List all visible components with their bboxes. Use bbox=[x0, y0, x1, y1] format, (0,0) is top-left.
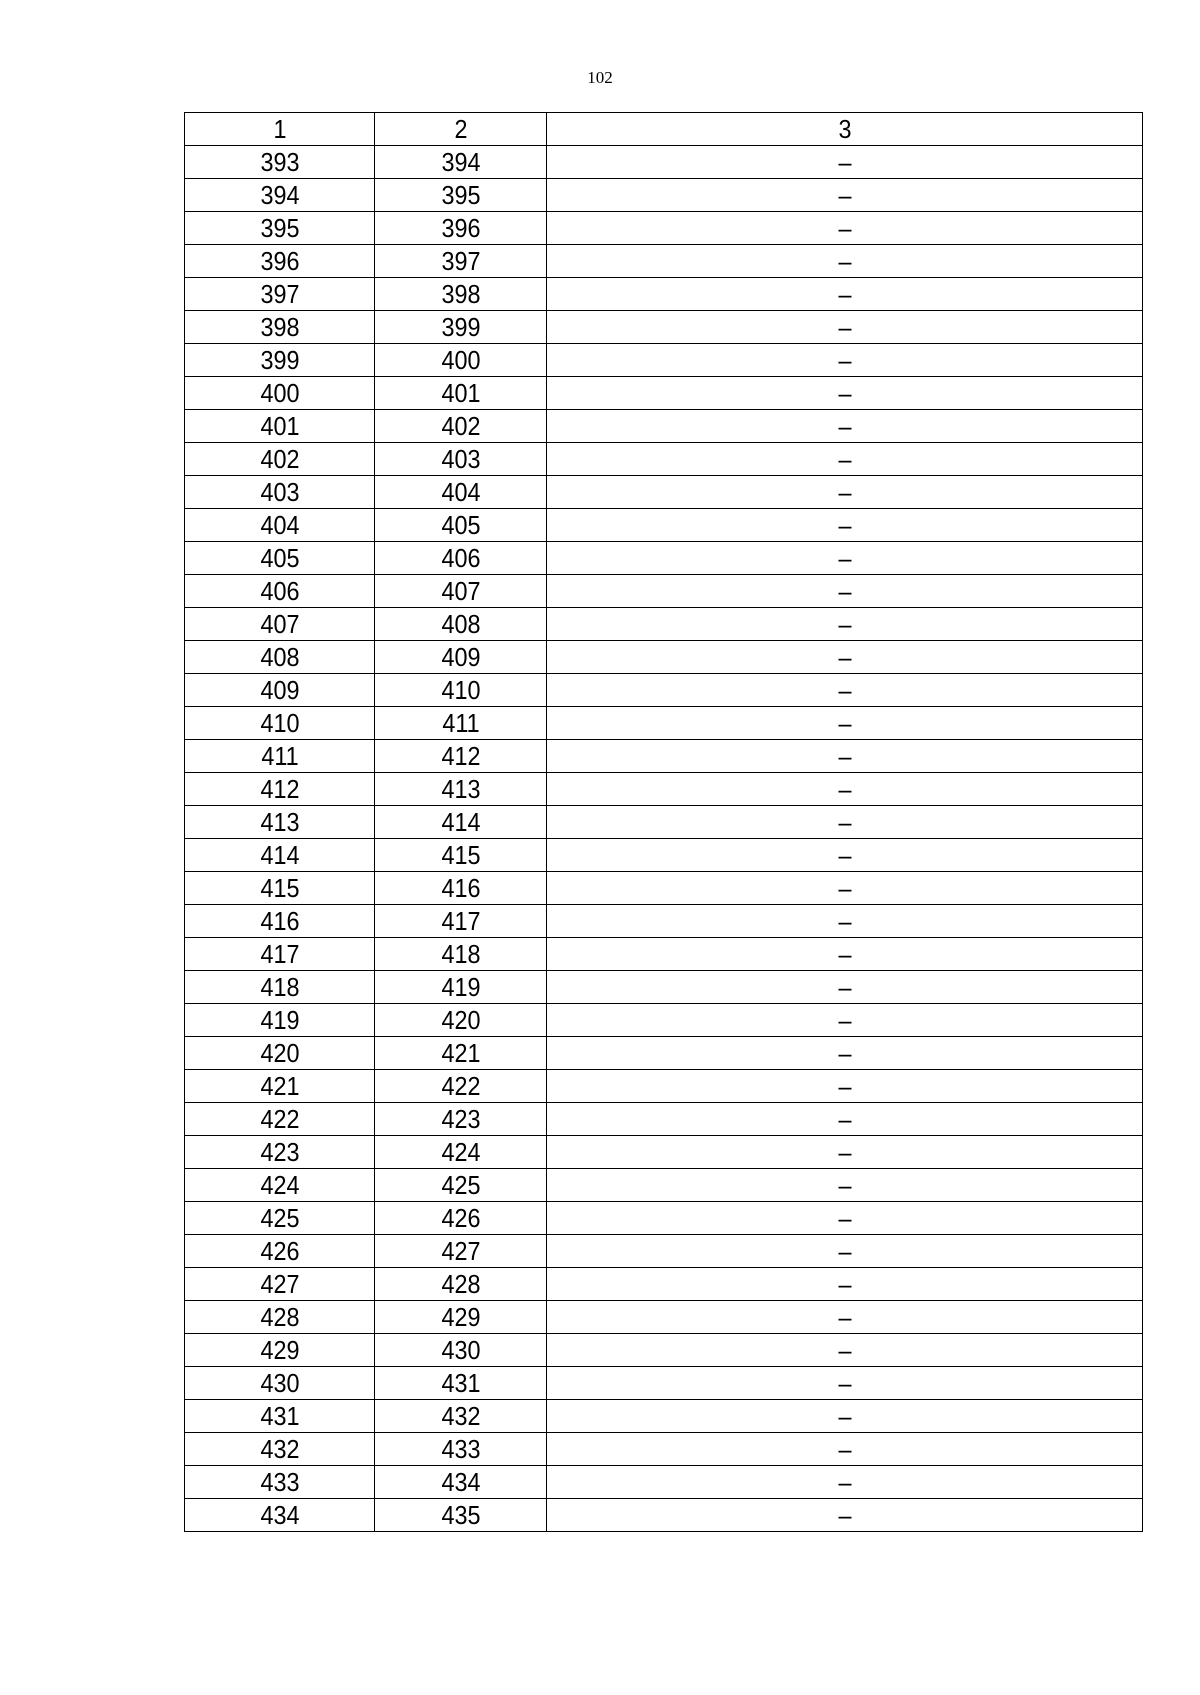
table-cell-col1: 393 bbox=[194, 146, 365, 179]
table-cell-col3: – bbox=[576, 245, 1112, 278]
table-cell-col2: 405 bbox=[383, 509, 538, 542]
table-cell-col3: – bbox=[576, 542, 1112, 575]
table-row bbox=[185, 278, 1143, 311]
table-cell-col3: – bbox=[576, 278, 1112, 311]
table-cell-col3: – bbox=[576, 212, 1112, 245]
table-cell-col2: 432 bbox=[383, 1400, 538, 1433]
table-cell-col1: 406 bbox=[194, 575, 365, 608]
table-row bbox=[185, 773, 1143, 806]
table-row bbox=[185, 740, 1143, 773]
table-cell-col1: 396 bbox=[194, 245, 365, 278]
table-cell-col1: 429 bbox=[194, 1334, 365, 1367]
data-table bbox=[184, 112, 1143, 1532]
table-row bbox=[185, 608, 1143, 641]
table-cell-col1: 403 bbox=[194, 476, 365, 509]
table-cell-col2: 431 bbox=[383, 1367, 538, 1400]
table-cell-col3: – bbox=[576, 806, 1112, 839]
table-cell-col2: 422 bbox=[383, 1070, 538, 1103]
table-cell-col1: 424 bbox=[194, 1169, 365, 1202]
table-cell-col3: – bbox=[576, 1334, 1112, 1367]
table-header-row bbox=[185, 113, 1143, 146]
table-cell-col2: 407 bbox=[383, 575, 538, 608]
table-cell-col2: 420 bbox=[383, 1004, 538, 1037]
table-row bbox=[185, 674, 1143, 707]
table-cell-col3: – bbox=[576, 905, 1112, 938]
table-cell-col3: – bbox=[576, 872, 1112, 905]
table-cell-col1: 394 bbox=[194, 179, 365, 212]
table-row bbox=[185, 905, 1143, 938]
table-cell-col2: 394 bbox=[383, 146, 538, 179]
table-cell-col2: 416 bbox=[383, 872, 538, 905]
table-cell-col1: 420 bbox=[194, 1037, 365, 1070]
table-cell-col2: 399 bbox=[383, 311, 538, 344]
table-row bbox=[185, 1235, 1143, 1268]
table-cell-col3: – bbox=[576, 179, 1112, 212]
table-cell-col3: – bbox=[576, 938, 1112, 971]
table-row bbox=[185, 212, 1143, 245]
table-row bbox=[185, 410, 1143, 443]
table-cell-col1: 405 bbox=[194, 542, 365, 575]
table-cell-col1: 402 bbox=[194, 443, 365, 476]
table-cell-col3: – bbox=[576, 773, 1112, 806]
table-cell-col3: – bbox=[576, 311, 1112, 344]
table-cell-col3: – bbox=[576, 1466, 1112, 1499]
table-cell-col3: – bbox=[576, 1202, 1112, 1235]
table-cell-col2: 397 bbox=[383, 245, 538, 278]
table-body bbox=[185, 113, 1143, 1532]
table-row bbox=[185, 509, 1143, 542]
table-cell-col2: 408 bbox=[383, 608, 538, 641]
table-cell-col2: 406 bbox=[383, 542, 538, 575]
table-row bbox=[185, 311, 1143, 344]
table-row bbox=[185, 1202, 1143, 1235]
table-cell-col2: 396 bbox=[383, 212, 538, 245]
table-cell-col2: 423 bbox=[383, 1103, 538, 1136]
table-cell-col2: 430 bbox=[383, 1334, 538, 1367]
table-cell-col2: 434 bbox=[383, 1466, 538, 1499]
table-cell-col2: 421 bbox=[383, 1037, 538, 1070]
table-cell-col2: 402 bbox=[383, 410, 538, 443]
table-row bbox=[185, 1334, 1143, 1367]
table-row bbox=[185, 575, 1143, 608]
table-cell-col2: 419 bbox=[383, 971, 538, 1004]
table-cell-col1: 411 bbox=[194, 740, 365, 773]
table-cell-col2: 409 bbox=[383, 641, 538, 674]
table-cell-col2: 427 bbox=[383, 1235, 538, 1268]
table-row bbox=[185, 542, 1143, 575]
table-cell-col3: – bbox=[576, 839, 1112, 872]
table-cell-col2: 411 bbox=[383, 707, 538, 740]
table-cell-col1: 417 bbox=[194, 938, 365, 971]
table-row bbox=[185, 1268, 1143, 1301]
table-cell-col1: 413 bbox=[194, 806, 365, 839]
table-row bbox=[185, 1301, 1143, 1334]
table-cell-col1: 434 bbox=[194, 1499, 365, 1532]
table-cell-col2: 429 bbox=[383, 1301, 538, 1334]
table-cell-col1: 412 bbox=[194, 773, 365, 806]
table-row bbox=[185, 1136, 1143, 1169]
table-cell-col1: 431 bbox=[194, 1400, 365, 1433]
table-row bbox=[185, 476, 1143, 509]
table-cell-col2: 433 bbox=[383, 1433, 538, 1466]
table-cell-col2: 412 bbox=[383, 740, 538, 773]
table-cell-col3: – bbox=[576, 1301, 1112, 1334]
table-cell-col2: 428 bbox=[383, 1268, 538, 1301]
table-row bbox=[185, 245, 1143, 278]
header-cell-col1: 1 bbox=[194, 113, 365, 146]
table-cell-col2: 418 bbox=[383, 938, 538, 971]
table-row bbox=[185, 938, 1143, 971]
table-cell-col1: 433 bbox=[194, 1466, 365, 1499]
table-row bbox=[185, 344, 1143, 377]
table-cell-col2: 426 bbox=[383, 1202, 538, 1235]
table-cell-col1: 427 bbox=[194, 1268, 365, 1301]
table-cell-col2: 404 bbox=[383, 476, 538, 509]
table-row bbox=[185, 1169, 1143, 1202]
table-cell-col2: 401 bbox=[383, 377, 538, 410]
table-cell-col1: 410 bbox=[194, 707, 365, 740]
table-cell-col3: – bbox=[576, 377, 1112, 410]
table-row bbox=[185, 1004, 1143, 1037]
table-cell-col1: 401 bbox=[194, 410, 365, 443]
table-row bbox=[185, 1103, 1143, 1136]
table-row bbox=[185, 839, 1143, 872]
table-cell-col3: – bbox=[576, 1136, 1112, 1169]
table-cell-col1: 415 bbox=[194, 872, 365, 905]
table-cell-col3: – bbox=[576, 443, 1112, 476]
table-cell-col1: 422 bbox=[194, 1103, 365, 1136]
table-cell-col2: 424 bbox=[383, 1136, 538, 1169]
table-cell-col3: – bbox=[576, 1367, 1112, 1400]
table-cell-col3: – bbox=[576, 608, 1112, 641]
header-cell-col2: 2 bbox=[383, 113, 538, 146]
table-cell-col2: 417 bbox=[383, 905, 538, 938]
table-cell-col2: 414 bbox=[383, 806, 538, 839]
table-cell-col3: – bbox=[576, 1169, 1112, 1202]
table-row bbox=[185, 377, 1143, 410]
table-cell-col3: – bbox=[576, 1004, 1112, 1037]
table-cell-col3: – bbox=[576, 740, 1112, 773]
table-cell-col2: 395 bbox=[383, 179, 538, 212]
table-cell-col1: 397 bbox=[194, 278, 365, 311]
table-row bbox=[185, 1466, 1143, 1499]
table-cell-col1: 418 bbox=[194, 971, 365, 1004]
table-cell-col1: 404 bbox=[194, 509, 365, 542]
table-row bbox=[185, 1070, 1143, 1103]
table-cell-col3: – bbox=[576, 146, 1112, 179]
table-cell-col3: – bbox=[576, 1433, 1112, 1466]
table-row bbox=[185, 1433, 1143, 1466]
table-cell-col1: 395 bbox=[194, 212, 365, 245]
table-cell-col1: 423 bbox=[194, 1136, 365, 1169]
table-cell-col1: 398 bbox=[194, 311, 365, 344]
table-cell-col3: – bbox=[576, 1103, 1112, 1136]
table-cell-col3: – bbox=[576, 971, 1112, 1004]
table-cell-col1: 399 bbox=[194, 344, 365, 377]
table-cell-col1: 409 bbox=[194, 674, 365, 707]
table-cell-col2: 398 bbox=[383, 278, 538, 311]
table-cell-col1: 408 bbox=[194, 641, 365, 674]
page-number: 102 bbox=[587, 68, 613, 87]
table-cell-col2: 413 bbox=[383, 773, 538, 806]
table-row bbox=[185, 641, 1143, 674]
table-cell-col3: – bbox=[576, 641, 1112, 674]
table-cell-col1: 407 bbox=[194, 608, 365, 641]
table-cell-col3: – bbox=[576, 575, 1112, 608]
table-row bbox=[185, 872, 1143, 905]
table-cell-col1: 432 bbox=[194, 1433, 365, 1466]
table-cell-col3: – bbox=[576, 476, 1112, 509]
table-cell-col3: – bbox=[576, 509, 1112, 542]
table-row bbox=[185, 806, 1143, 839]
table-cell-col3: – bbox=[576, 1499, 1112, 1532]
table-cell-col1: 430 bbox=[194, 1367, 365, 1400]
table-cell-col3: – bbox=[576, 1400, 1112, 1433]
table-cell-col3: – bbox=[576, 1235, 1112, 1268]
table-row bbox=[185, 179, 1143, 212]
table-cell-col1: 421 bbox=[194, 1070, 365, 1103]
table-cell-col1: 414 bbox=[194, 839, 365, 872]
table-cell-col3: – bbox=[576, 1070, 1112, 1103]
table-cell-col1: 419 bbox=[194, 1004, 365, 1037]
table-cell-col3: – bbox=[576, 410, 1112, 443]
table-cell-col1: 428 bbox=[194, 1301, 365, 1334]
table-row bbox=[185, 443, 1143, 476]
table-row bbox=[185, 1499, 1143, 1532]
table-cell-col2: 403 bbox=[383, 443, 538, 476]
table-cell-col1: 400 bbox=[194, 377, 365, 410]
table-cell-col1: 426 bbox=[194, 1235, 365, 1268]
table-row bbox=[185, 1367, 1143, 1400]
table-row bbox=[185, 146, 1143, 179]
table-cell-col3: – bbox=[576, 707, 1112, 740]
header-cell-col3: 3 bbox=[576, 113, 1112, 146]
table-cell-col3: – bbox=[576, 1268, 1112, 1301]
table-row bbox=[185, 971, 1143, 1004]
table-cell-col1: 425 bbox=[194, 1202, 365, 1235]
table-cell-col2: 400 bbox=[383, 344, 538, 377]
table-cell-col2: 435 bbox=[383, 1499, 538, 1532]
table-cell-col1: 416 bbox=[194, 905, 365, 938]
table-cell-col2: 410 bbox=[383, 674, 538, 707]
table-cell-col3: – bbox=[576, 344, 1112, 377]
table-row bbox=[185, 1037, 1143, 1070]
table-cell-col2: 415 bbox=[383, 839, 538, 872]
table-row bbox=[185, 707, 1143, 740]
table-cell-col3: – bbox=[576, 674, 1112, 707]
table-row bbox=[185, 1400, 1143, 1433]
table-cell-col3: – bbox=[576, 1037, 1112, 1070]
table-cell-col2: 425 bbox=[383, 1169, 538, 1202]
